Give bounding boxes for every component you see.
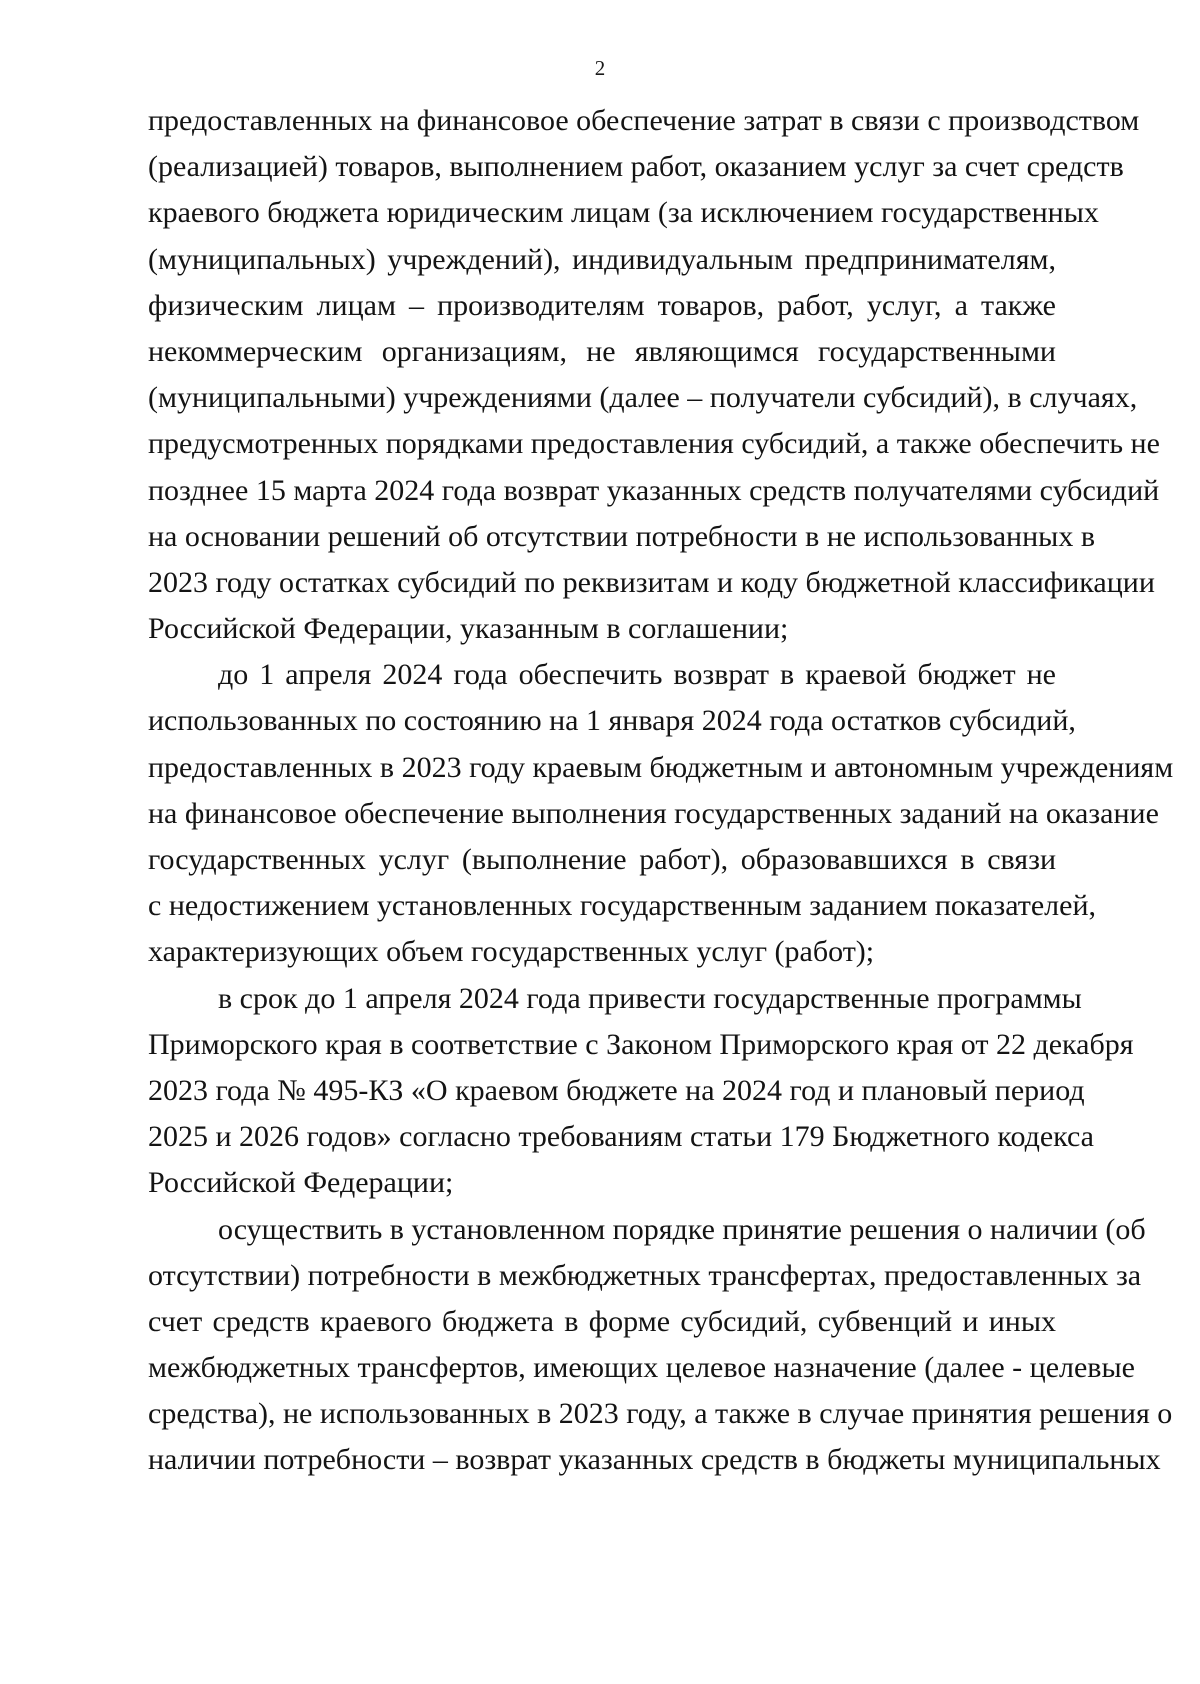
text-line: с недостижением установленных государственным заданием показателей,: [148, 889, 1097, 923]
text-line: 2025 и 2026 годов» согласно требованиям статьи 179 Бюджетного кодекса: [148, 1120, 1094, 1154]
text-line: осуществить в установленном порядке принятие решения о наличии (об: [218, 1212, 1146, 1246]
text-line: Приморского края в соответствие с Законом Приморского края от 22 декабря: [148, 1027, 1134, 1061]
page-number: 2: [594, 56, 606, 80]
text-line: краевого бюджета юридическим лицам (за исключением государственных: [148, 196, 1099, 230]
text-line: Российской Федерации;: [148, 1166, 454, 1200]
text-line: предоставленных на финансовое обеспечение затрат в связи с производством: [148, 104, 1140, 137]
text-line: 2023 года № 495-КЗ «О краевом бюджете на 2024 год и плановый период: [148, 1073, 1085, 1107]
text-line: счет средств краевого бюджета в форме субсидий, субвенций и иных: [148, 1304, 1056, 1338]
paragraph: [148, 98, 1160, 652]
text-line: средства), не использованных в 2023 году, а также в случае принятия решения о: [148, 1397, 1173, 1431]
text-line: отсутствии) потребности в межбюджетных трансфертах, предоставленных за: [148, 1258, 1142, 1292]
text-line: до 1 апреля 2024 года обеспечить возврат в краевой бюджет не: [218, 658, 1056, 692]
text-line: Российской Федерации, указанным в соглашении;: [148, 612, 789, 646]
document-body: [148, 98, 1174, 1484]
text-line: (муниципальными) учреждениями (далее – получатели субсидий), в случаях,: [148, 381, 1138, 415]
text-line: на финансовое обеспечение выполнения государственных заданий на оказание: [148, 796, 1159, 830]
text-line: (реализацией) товаров, выполнением работ, оказанием услуг за счет средств: [148, 150, 1124, 184]
text-line: межбюджетных трансфертов, имеющих целевое назначение (далее - целевые: [148, 1351, 1135, 1385]
paragraph: [148, 652, 1174, 975]
paragraph: [148, 976, 1134, 1207]
text-line: предусмотренных порядками предоставления субсидий, а также обеспечить не: [148, 427, 1160, 461]
text-line: некоммерческим организациям, не являющимся государственными: [148, 334, 1056, 368]
text-line: использованных по состоянию на 1 января 2024 года остатков субсидий,: [148, 704, 1076, 738]
text-line: позднее 15 марта 2024 года возврат указанных средств получателями субсидий: [148, 473, 1160, 507]
text-line: государственных услуг (выполнение работ), образовавшихся в связи: [148, 843, 1056, 876]
text-line: наличии потребности – возврат указанных средств в бюджеты муниципальных: [148, 1443, 1161, 1477]
text-line: физическим лицам – производителям товаров, работ, услуг, а также: [148, 288, 1056, 322]
paragraph: [148, 1207, 1173, 1484]
text-line: характеризующих объем государственных услуг (работ);: [148, 935, 875, 969]
text-line: в срок до 1 апреля 2024 года привести государственные программы: [218, 981, 1082, 1015]
text-line: на основании решений об отсутствии потребности в не использованных в: [148, 519, 1095, 553]
text-line: (муниципальных) учреждений), индивидуальным предпринимателям,: [148, 242, 1056, 276]
text-line: предоставленных в 2023 году краевым бюджетным и автономным учреждениям: [148, 750, 1174, 784]
text-line: 2023 году остатках субсидий по реквизитам и коду бюджетной классификации: [148, 565, 1155, 599]
